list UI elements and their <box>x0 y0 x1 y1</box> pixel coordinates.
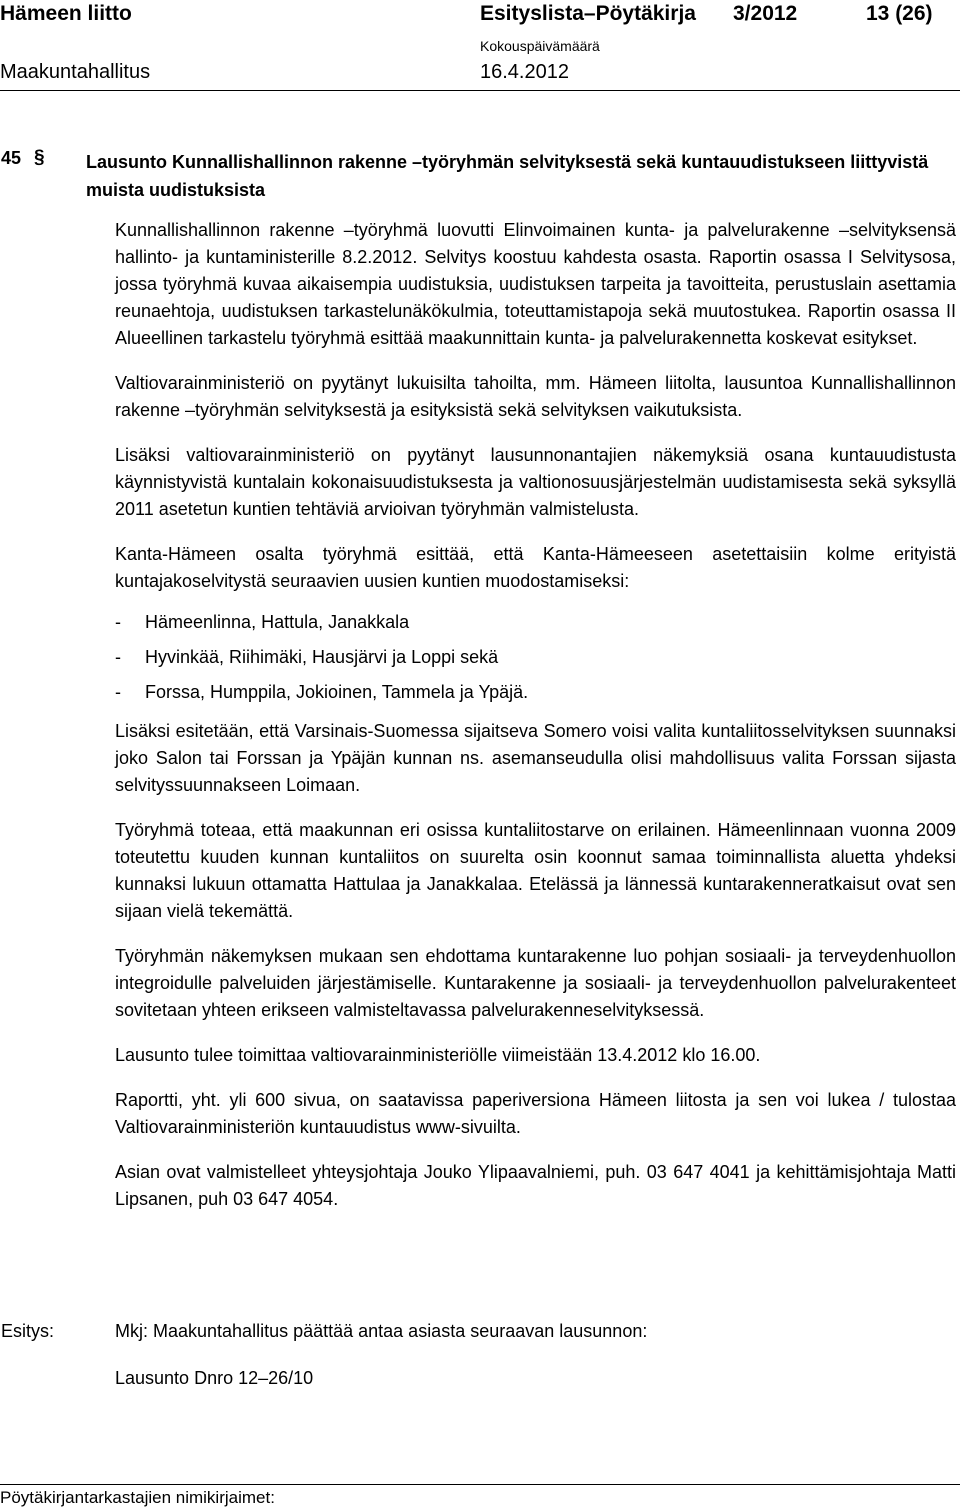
section-sign: § <box>34 147 45 168</box>
statement-reference: Lausunto Dnro 12–26/10 <box>115 1368 314 1388</box>
list-item <box>115 609 956 636</box>
proposal-text: Mkj: Maakuntahallitus päättää antaa asiasta seuraavan lausunnon: <box>115 1321 648 1341</box>
paragraph: Valtiovarainministeriö on pyytänyt lukuisilta tahoilta, mm. Hämeen liitolta, lausuntoa Kunnallishallinnon rakenne –työryhmän selvityksestä ja esityksistä sekä selvityksen vaikutuksista. <box>115 373 956 420</box>
document-type: Esityslista–Pöytäkirja <box>480 2 696 25</box>
meeting-number: 3/2012 <box>733 2 798 25</box>
date-label: Kokouspäivämäärä <box>480 38 600 54</box>
paragraph: Lisäksi valtiovarainministeriö on pyytänyt lausunnonantajien näkemyksiä osana kuntauudistusta käynnistyvistä kuntalain kokonaisuudistuksesta ja valtionosuusjärjestelmän uudistamisesta sekä syksyllä 2011 asetetun kuntien tehtäviä arvioivan työryhmän valmistelusta. <box>115 445 956 519</box>
list-dash: - <box>115 647 121 667</box>
list-item <box>115 644 956 671</box>
organization-name: Hämeen liitto <box>0 2 132 25</box>
list-item-text: Hämeenlinna, Hattula, Janakkala <box>145 612 410 632</box>
paragraph: Lausunto tulee toimittaa valtiovarainministeriölle viimeistään 13.4.2012 klo 16.00. <box>115 1045 761 1065</box>
list-dash: - <box>115 612 121 632</box>
proposal-label: Esitys: <box>1 1321 55 1341</box>
header-divider <box>0 90 960 91</box>
municipality-list <box>115 609 956 706</box>
meeting-date: 16.4.2012 <box>480 61 569 83</box>
paragraph: Työryhmän näkemyksen mukaan sen ehdottama kuntarakenne luo pohjan sosiaali- ja terveydenhuollon integroidulle palveluiden järjestämiselle. Kuntarakenne ja sosiaali- ja terveydenhuollon palvelurakenteet sovitetaan yhteen erikseen valmisteltavassa palvelurakenneselvityksessä. <box>115 946 956 1020</box>
paragraph: Asian ovat valmistelleet yhteysjohtaja Jouko Ylipaavalniemi, puh. 03 647 4041 ja kehittämisjohtaja Matti Lipsanen, puh 03 647 4054. <box>115 1162 956 1209</box>
paragraph: Kunnallishallinnon rakenne –työryhmä luovutti Elinvoimainen kunta- ja palvelurakenne –selvityksensä hallinto- ja kuntaministerille 8.2.2012. Selvitys koostuu kahdesta osasta. Raportin osassa I Selvitysosa, jossa työryhmä kuvaa aikaisempia uudistuksia, uudistuksen tarpeita ja tavoitteita, perustuslain asettamia reunaehtoja, uudistuksen tarkastelunäkökulmia, toteuttamistapoja sekä muutostukea. Raportin osassa II Alueellinen tarkastelu työryhmä esittää maakunnittain kunta- ja palvelurakennetta koskevat esitykset. <box>115 220 956 348</box>
section-title: Lausunto Kunnallishallinnon rakenne –työryhmän selvityksestä sekä kuntauudistukseen liittyvistä muista uudistuksista <box>86 152 929 200</box>
list-item-text: Hyvinkää, Riihimäki, Hausjärvi ja Loppi sekä <box>145 647 499 667</box>
list-item-text: Forssa, Humppila, Jokioinen, Tammela ja Ypäjä. <box>145 682 529 702</box>
list-dash: - <box>115 682 121 702</box>
paragraph: Raportti, yht. yli 600 sivua, on saatavissa paperiversiona Hämeen liitosta ja sen voi lukea / tulostaa Valtiovarainministeriön kuntauudistus www-sivuilta. <box>115 1090 956 1137</box>
document-body <box>115 217 956 1231</box>
list-item <box>115 679 956 706</box>
page-number: 13 (26) <box>866 2 933 25</box>
footer-initials-label: Pöytäkirjantarkastajien nimikirjaimet: <box>0 1488 275 1507</box>
section-number: 45 <box>1 148 22 168</box>
paragraph: Lisäksi esitetään, että Varsinais-Suomessa sijaitseva Somero voisi valita kuntaliitosselvityksen suunnaksi joko Salon tai Forssan ja Ypäjän kunnan ns. asemanseudulla olisi mahdollisuus valita Forssan sijasta selvityssuunnakseen Loimaan. <box>115 721 956 795</box>
paragraph: Työryhmä toteaa, että maakunnan eri osissa kuntaliitostarve on erilainen. Hämeenlinnaan vuonna 2009 toteutettu kuuden kunnan kuntaliitos on suurelta osin koonnut samaa toiminnallista aluetta yhdeksi kunnaksi lukuun ottamatta Hattulaa ja Janakkalaa. Etelässä ja lännessä kuntarakenneratkaisut ovat sen sijaan vielä tekemättä. <box>115 820 956 921</box>
body-name: Maakuntahallitus <box>0 61 151 83</box>
footer-divider <box>0 1484 960 1485</box>
paragraph: Kanta-Hämeen osalta työryhmä esittää, että Kanta-Hämeeseen asetettaisiin kolme erityistä kuntajakoselvitystä seuraavien uusien kuntien muodostamiseksi: <box>115 544 956 591</box>
